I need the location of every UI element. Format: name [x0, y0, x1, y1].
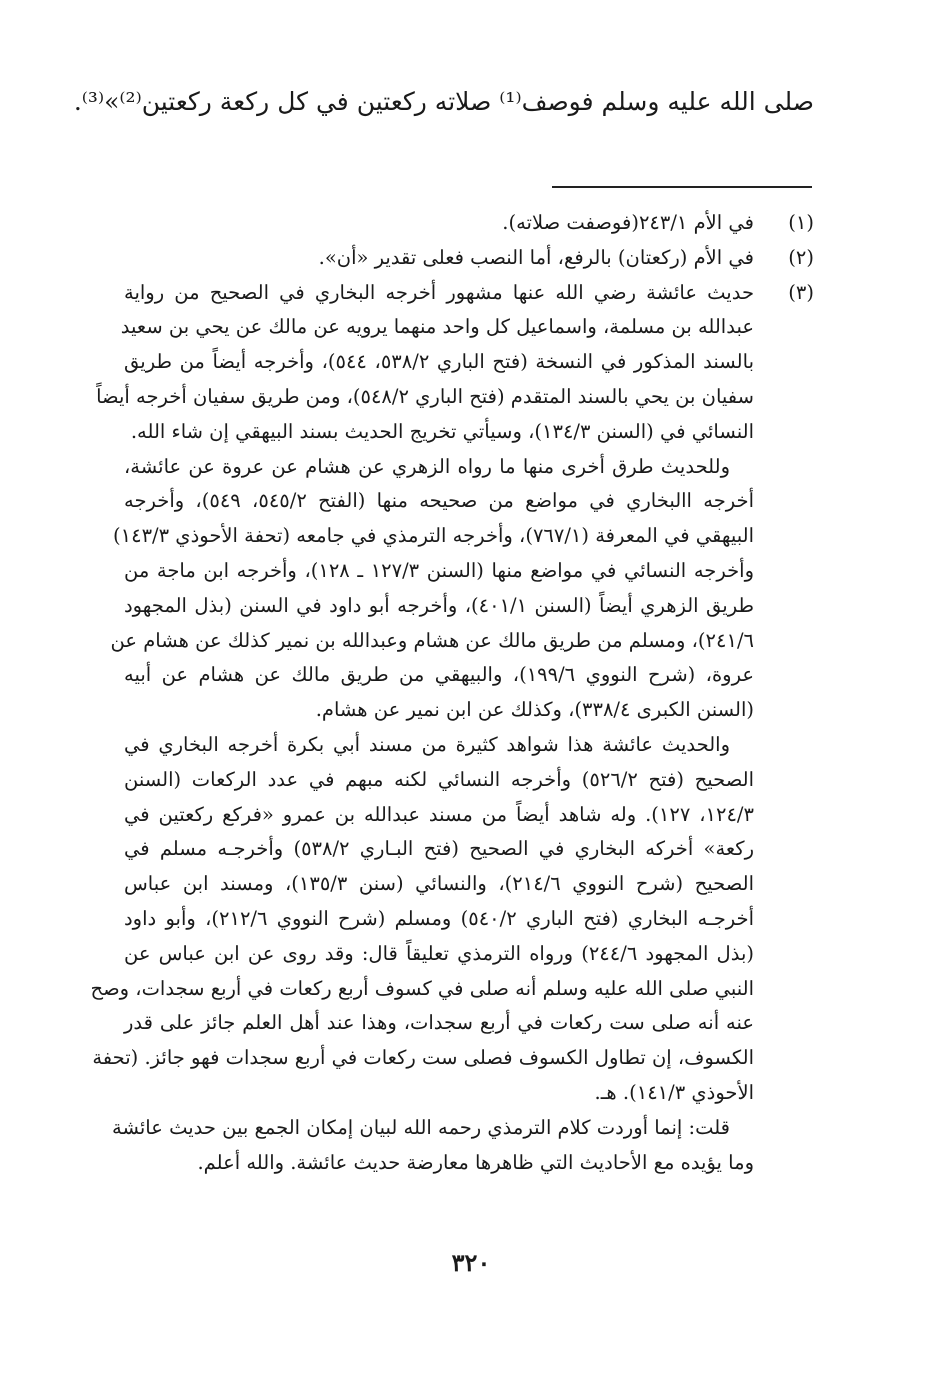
footnote-number: (١): [788, 211, 814, 234]
footnote-2: [124, 241, 814, 276]
footnote-line: سفيان بن يحي بالسند المتقدم (فتح الباري ٥٤٨/٢)، ومن طريق سفيان أخرجه أيضاً: [96, 384, 754, 408]
footnote-text: [124, 206, 754, 241]
paragraph-line: طريق الزهري أيضاً (السنن ٤٠١/١)، وأخرجه أبو داود في السنن (بذل المجهود: [124, 593, 754, 617]
page-number: ٣٢٠: [451, 1248, 491, 1277]
footnote-line: النسائي في (السنن ١٣٤/٣)، وسيأتي تخريج الحديث بسند البيهقي إن شاء الله.: [130, 419, 754, 443]
footnote-number: (٣): [788, 280, 814, 304]
paragraph-line: والحديث عائشة هذا شواهد كثيرة من مسند أبي بكرة أخرجه البخاري في: [124, 732, 730, 756]
footnote-line: في الأم (ركعتان) بالرفع، أما النصب فعلى تقدير «أن».: [318, 245, 754, 269]
footnote-3: [96, 276, 814, 450]
paragraph-line: ٢٤١/٦)، ومسلم من طريق مالك عن هشام وعبدالله بن نمير كذلك عن هشام عن: [110, 628, 754, 652]
footnote-number: (٢): [788, 245, 814, 269]
footnotes-section: [90, 206, 814, 1180]
paragraph-line: عروة، (شرح النووي ١٩٩/٦)، والبيهقي من طريق مالك عن هشام عن أبيه: [124, 663, 754, 687]
footnote-paragraph-1: [110, 450, 814, 728]
paragraph-line: ١٢٤/٣، ١٢٧). وله شاهد أيضاً من مسند عبدالله بن عمرو «فركع ركعتين في: [124, 802, 754, 826]
footnote-line: بالسند المذكور في النسخة (فتح الباري ٥٣٨/٢، ٥٤٤)، وأخرجه أيضاً من طريق: [124, 350, 754, 374]
main-text-line: صلى الله عليه وسلم فوصف⁽¹⁾ صلاته ركعتين في كل ركعة ركعتين⁽²⁾»⁽³⁾.: [73, 87, 814, 116]
footnote-paragraph-2: [90, 728, 814, 1111]
paragraph-line: الأحوذي ١٤١/٣). هـ.: [594, 1080, 754, 1104]
paragraph-line: الكسوف، إن تطاول الكسوف فصلى ست ركعات في أربع سجدات فهو جائز. (تحفة: [92, 1046, 754, 1070]
paragraph-line: النبي صلى الله عليه وسلم أنه صلى في كسوف أربع ركعات في أربع سجدات، وصح: [90, 976, 754, 1000]
paragraph-line: أخرجه االبخاري في مواضع من صحيحه منها (الفتح ٥٤٥/٢، ٥٤٩)، وأخرجه: [124, 489, 754, 513]
footnote-line: عبدالله بن مسلمة، واسماعيل كل واحد منهما يرويه عن مالك عن يحي بن سعيد: [120, 315, 754, 339]
footnote-line: حديث عائشة رضي الله عنها مشهور أخرجه البخاري في الصحيح من رواية: [124, 280, 754, 304]
footnote-text: [124, 241, 754, 276]
paragraph-line: البيهقي في المعرفة (٧٦٧/١)، وأخرجه الترمذي في جامعه (تحفة الأحوذي ١٤٣/٣): [113, 524, 754, 548]
paragraph-line: وأخرجه النسائي في مواضع منها (السنن ١٢٧/٣ ـ ١٢٨)، وأخرجه ابن ماجة من: [124, 558, 754, 582]
footnote-separator: [552, 186, 812, 188]
paragraph-line: الصحيح (شرح النووي ٢١٤/٦)، والنسائي (سنن ١٣٥/٣)، ومسند ابن عباس: [124, 872, 755, 896]
paragraph-line: ركعة» أخركه البخاري في الصحيح (فتح البـاري ٥٣٨/٢) وأخرجـه مسلم في: [124, 837, 755, 861]
footnote-line: في الأم ٢٤٣/١(فوصفت صلاته).: [502, 211, 754, 234]
paragraph-line: (بذل المجهود ٢٤٤/٦) ورواه الترمذي تعليقاً قال: وقد روى عن ابن عباس عن: [124, 941, 754, 965]
paragraph-line: الصحيح (فتح ٥٢٦/٢) وأخرجه النسائي لكنه مبهم في عدد الركعات (السنن: [124, 767, 754, 791]
footnote-1: [124, 206, 814, 241]
paragraph-line: أخرجـه البخاري (فتح الباري ٥٤٠/٢) ومسلم (شرح النووي ٢١٢/٦)، وأبو داود: [124, 906, 754, 930]
footnote-paragraph-3: [112, 1111, 814, 1181]
footnote-text: [96, 276, 754, 450]
paragraph-line: وما يؤيده مع الأحاديث التي ظاهرها معارضة حديث عائشة. والله أعلم.: [197, 1150, 754, 1174]
paragraph-line: وللحديث طرق أخرى منها ما رواه الزهري عن هشام عن عروة عن عائشة،: [124, 454, 730, 478]
paragraph-line: (السنن الكبرى ٣٣٨/٤)، وكذلك عن ابن نمير عن هشام.: [315, 698, 754, 722]
paragraph-line: عنه أنه صلى ست ركعات في أربع سجدات، وهذا عند أهل العلم جائز على قدر: [124, 1011, 754, 1035]
paragraph-line: قلت: إنما أوردت كلام الترمذي رحمه الله لبيان إمكان الجمع بين حديث عائشة: [112, 1115, 730, 1139]
